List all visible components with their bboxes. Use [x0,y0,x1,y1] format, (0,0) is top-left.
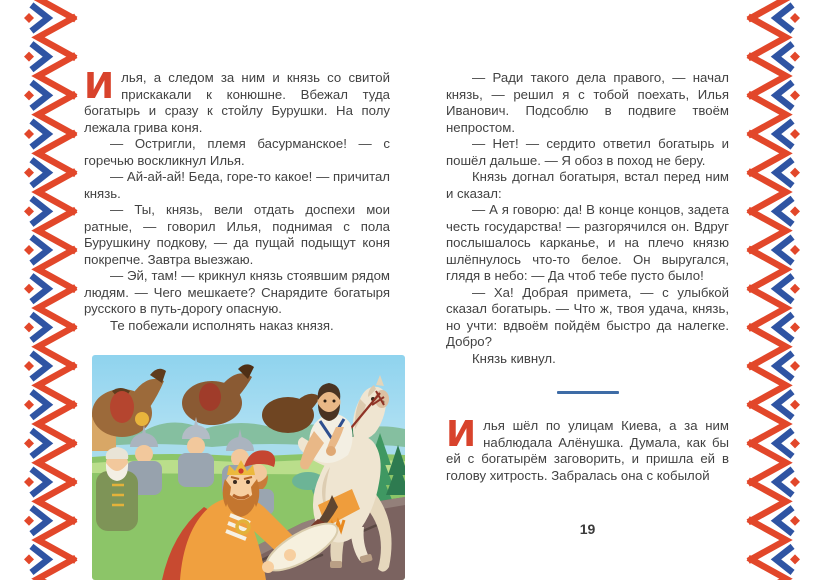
page-number: 19 [579,521,596,537]
paragraph: — Эй, там! — крикнул князь стоявшим рядом людям. — Чего мешкаете? Снарядите богатыря русского в путь-дорогу опасную. [84,268,390,316]
paragraph: — Нет! — сердито ответил богатырь и пошёл дальше. — Я обоз в поход не беру. [446,136,729,168]
right-page-section-1 [446,70,729,367]
paragraph: — А я говорю: да! В конце концов, задета честь государства! — разгорячился он. Вдруг послышалось карканье, и на плечо князю шлёпнулось что-то белое. Он выругался, глядя в небо: — Да чтоб тебе пусто было! [446,202,729,283]
paragraph: Илья, а следом за ним и князь со свитой прискакали к конюшне. Вбежал туда богатырь и сразу к стойлу Бурушки. На полу лежала грива коня. [84,66,390,135]
right-page-section-2 [446,414,729,484]
right-page-column [446,70,729,484]
paragraph: Князь догнал богатыря, встал перед ним и сказал: [446,169,729,201]
paragraph: Князь кивнул. [472,350,556,366]
paragraph: — Ха! Добрая примета, — с улыбкой сказал богатырь. — Что ж, твоя удача, князь, но учти: вдвоём пойдём быстро да налегке. Добро? [446,284,729,349]
drop-cap: И [84,66,115,107]
paragraph: Те побежали исполнять наказ князя. [110,317,334,333]
paragraph: — Остригли, племя басурманское! — с горечью воскликнул Илья. [84,136,390,168]
paragraph: — Ай-ай-ай! Беда, горе-то какое! — причитал князь. [84,169,390,201]
paragraph: — Ради такого дела правого, — начал князь, — решил я с тобой поехать, Илья Иванович. Подсоблю в подвиге твоём непростом. [446,70,729,135]
story-divider [557,391,619,394]
paragraph: Илья шёл по улицам Киева, а за ним наблюдала Алёнушка. Думала, как бы ей с богатырём заговорить, и пришла ей в голову хитрость. Забралась она с кобылой [446,414,729,483]
left-page-column [84,66,390,334]
paragraph: — Ты, князь, вели отдать доспехи мои ратные, — говорил Илья, поднимая с пола Бурушкину подкову, — да пущай подыщут коня покрепче. Завтра выезжаю. [84,202,390,267]
drop-cap: И [446,414,477,455]
page-illustration [92,355,405,580]
